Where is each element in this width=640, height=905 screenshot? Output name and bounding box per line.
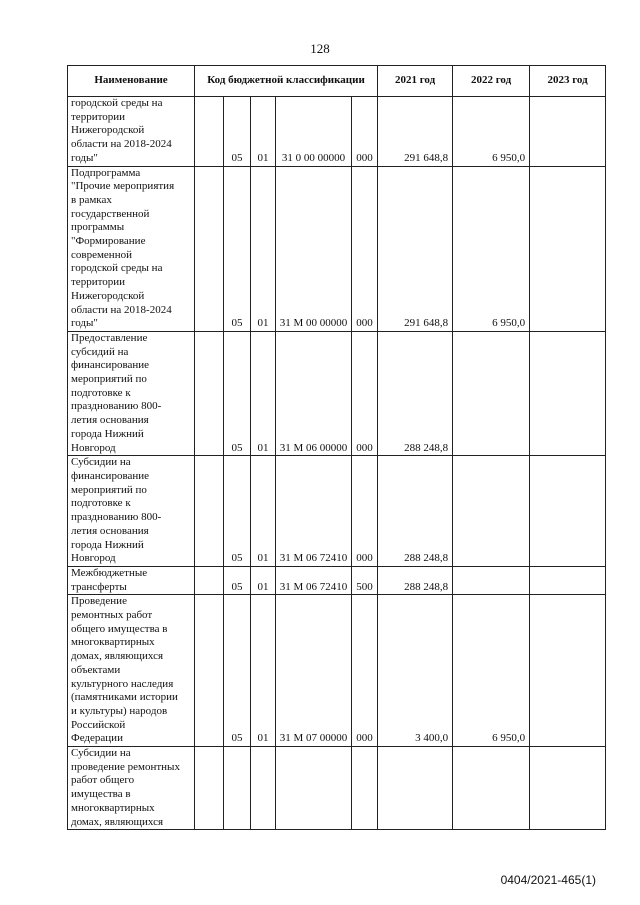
empty-code-cell (195, 331, 224, 455)
table-row (68, 331, 606, 455)
subsection-code: 01 (251, 566, 276, 594)
value-2021: 291 648,8 (378, 166, 453, 331)
value-2023 (530, 97, 606, 167)
target-item-code: 31 М 00 00000 (276, 166, 352, 331)
row-name (68, 166, 195, 331)
row-name-line: домах, являющихся (71, 650, 164, 663)
value-2022: 6 950,0 (453, 166, 530, 331)
expense-type-code: 500 (352, 566, 378, 594)
value-2022 (453, 331, 530, 455)
section-code: 05 (224, 331, 251, 455)
target-item-code: 31 М 06 00000 (276, 331, 352, 455)
row-name-line: подготовке к (71, 386, 131, 399)
target-item-code (276, 747, 352, 830)
row-name-line: годы" (71, 151, 98, 164)
row-name (68, 595, 195, 747)
subsection-code: 01 (251, 595, 276, 747)
expense-type-code (352, 747, 378, 830)
row-name (68, 331, 195, 455)
value-2021: 3 400,0 (378, 595, 453, 747)
subsection-code: 01 (251, 166, 276, 331)
value-2021: 288 248,8 (378, 566, 453, 594)
row-name-line: летия основания (71, 414, 149, 427)
row-name-line: летия основания (71, 524, 149, 537)
row-name-line: и культуры) народов (71, 704, 168, 717)
row-name-line: Федерации (71, 732, 123, 745)
row-name-line: празднованию 800- (71, 511, 162, 524)
subsection-code: 01 (251, 331, 276, 455)
row-name (68, 566, 195, 594)
row-name-line: города Нижний (71, 538, 144, 551)
row-name-line: годы" (71, 317, 98, 330)
row-name-line: Субсидии на (71, 456, 131, 469)
row-name-line: трансферты (71, 580, 127, 593)
value-2023 (530, 595, 606, 747)
row-name-line: общего имущества в (71, 622, 168, 635)
target-item-code: 31 0 00 00000 (276, 97, 352, 167)
expense-type-code: 000 (352, 456, 378, 567)
value-2022 (453, 566, 530, 594)
header-2022: 2022 год (453, 66, 530, 97)
row-name-line: Проведение (71, 595, 127, 608)
row-name-line: городской среды на (71, 262, 163, 275)
page-number: 128 (310, 41, 330, 56)
value-2022 (453, 456, 530, 567)
expense-type-code: 000 (352, 166, 378, 331)
row-name (68, 747, 195, 830)
row-name-line: домах, являющихся (71, 815, 164, 828)
value-2023 (530, 747, 606, 830)
row-name-line: Новгород (71, 552, 116, 565)
table-body (68, 97, 606, 830)
header-2023: 2023 год (530, 66, 606, 97)
row-name-line: области на 2018-2024 (71, 138, 172, 151)
empty-code-cell (195, 166, 224, 331)
row-name-line: работ общего (71, 774, 135, 787)
expense-type-code: 000 (352, 97, 378, 167)
row-name-line: программы (71, 221, 125, 234)
section-code: 05 (224, 566, 251, 594)
empty-code-cell (195, 747, 224, 830)
section-code (224, 747, 251, 830)
row-name-line: имущества в (71, 788, 131, 801)
row-name-line: Межбюджетные (71, 566, 148, 579)
row-name-line: празднованию 800- (71, 400, 162, 413)
value-2021: 288 248,8 (378, 456, 453, 567)
row-name (68, 97, 195, 167)
row-name-line: области на 2018-2024 (71, 303, 172, 316)
value-2021: 288 248,8 (378, 331, 453, 455)
row-name-line: Нижегородской (71, 289, 145, 302)
row-name-line: Подпрограмма (71, 166, 141, 179)
row-name-line: Субсидии на (71, 747, 131, 760)
subsection-code: 01 (251, 97, 276, 167)
row-name-line: Предоставление (71, 331, 148, 344)
row-name-line: в рамках (71, 193, 112, 206)
value-2023 (530, 566, 606, 594)
expense-type-code: 000 (352, 595, 378, 747)
row-name-line: субсидий на (71, 345, 129, 358)
row-name-line: ремонтных работ (71, 609, 153, 622)
header-2021: 2021 год (378, 66, 453, 97)
table-row (68, 166, 606, 331)
table-row (68, 456, 606, 567)
table-row (68, 747, 606, 830)
value-2023 (530, 456, 606, 567)
row-name-line: Российской (71, 718, 126, 731)
target-item-code: 31 М 06 72410 (276, 566, 352, 594)
budget-table (67, 65, 606, 830)
header-row (68, 66, 606, 97)
value-2022: 6 950,0 (453, 595, 530, 747)
row-name-line: подготовке к (71, 497, 131, 510)
row-name-line: городской среды на (71, 97, 163, 109)
value-2022: 6 950,0 (453, 97, 530, 167)
value-2023 (530, 166, 606, 331)
row-name-line: многоквартирных (71, 801, 155, 814)
row-name-line: многоквартирных (71, 636, 155, 649)
row-name-line: Нижегородской (71, 124, 145, 137)
row-name-line: (памятниками истории (71, 691, 178, 704)
row-name-line: мероприятий по (71, 483, 147, 496)
subsection-code (251, 747, 276, 830)
row-name-line: территории (71, 276, 126, 289)
section-code: 05 (224, 166, 251, 331)
document-code: 0404/2021-465(1) (500, 873, 596, 887)
value-2022 (453, 747, 530, 830)
target-item-code: 31 М 07 00000 (276, 595, 352, 747)
value-2021: 291 648,8 (378, 97, 453, 167)
subsection-code: 01 (251, 456, 276, 567)
row-name-line: государственной (71, 207, 150, 220)
table-row (68, 566, 606, 594)
expense-type-code: 000 (352, 331, 378, 455)
header-name: Наименование (68, 66, 195, 97)
section-code: 05 (224, 595, 251, 747)
table-row (68, 595, 606, 747)
row-name-line: территории (71, 110, 126, 123)
row-name-line: культурного наследия (71, 677, 174, 690)
row-name (68, 456, 195, 567)
target-item-code: 31 М 06 72410 (276, 456, 352, 567)
value-2023 (530, 331, 606, 455)
row-name-line: проведение ремонтных (71, 760, 180, 773)
row-name-line: мероприятий по (71, 373, 147, 386)
value-2021 (378, 747, 453, 830)
row-name-line: города Нижний (71, 427, 144, 440)
row-name-line: финансирование (71, 359, 150, 372)
row-name-line: Новгород (71, 441, 116, 454)
row-name-line: объектами (71, 663, 121, 676)
row-name-line: современной (71, 248, 132, 261)
empty-code-cell (195, 97, 224, 167)
row-name-line: "Формирование (71, 235, 146, 248)
row-name-line: "Прочие мероприятия (71, 180, 175, 193)
table-row (68, 97, 606, 167)
section-code: 05 (224, 97, 251, 167)
empty-code-cell (195, 456, 224, 567)
row-name-line: финансирование (71, 469, 150, 482)
empty-code-cell (195, 566, 224, 594)
section-code: 05 (224, 456, 251, 567)
empty-code-cell (195, 595, 224, 747)
header-code: Код бюджетной классификации (195, 66, 378, 97)
